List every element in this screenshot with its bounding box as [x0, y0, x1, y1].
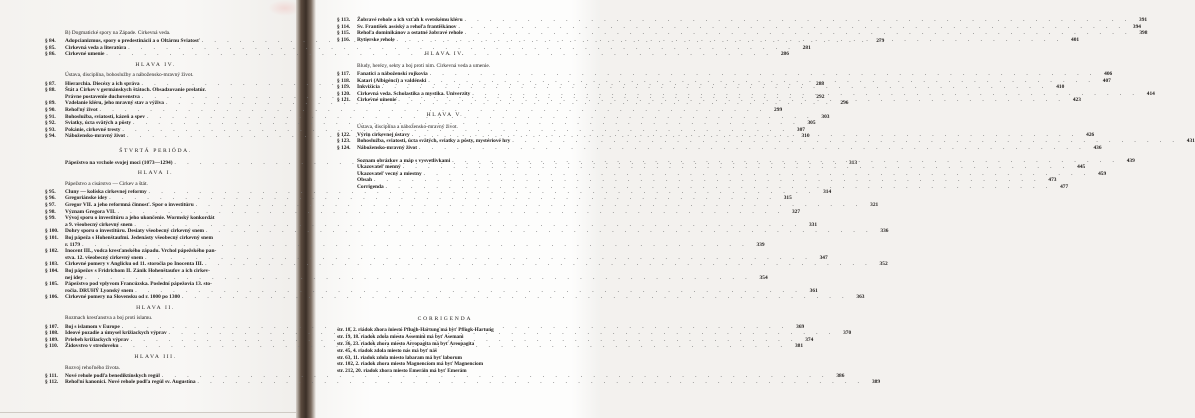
dot-leader — [203, 261, 874, 268]
toc-entry — [337, 144, 1102, 152]
page-number: 331 — [808, 221, 818, 228]
toc-entry — [45, 208, 801, 216]
entry-title: Vývoj sporu o investitúru a jeho ukončenie. Wormský konkordát — [65, 215, 215, 222]
page-number: 327 — [791, 208, 801, 215]
toc-entry-line — [45, 195, 792, 202]
section-number: § 91. — [45, 113, 56, 120]
dot-leader — [116, 209, 787, 216]
section-number: § 107. — [45, 323, 59, 330]
page-number: 303 — [821, 113, 830, 120]
toc-entry-line — [45, 379, 881, 386]
dot-leader — [450, 158, 1121, 165]
page-number: 391 — [1139, 17, 1148, 23]
toc-entry — [337, 138, 1195, 145]
section-number: § 105. — [45, 281, 59, 288]
section-number: § 119. — [337, 84, 351, 91]
corrigenda-line: str. 19, 18. riadok zdola miesto Assemini má byť Asemani — [337, 333, 464, 340]
page-number: 310 — [801, 133, 810, 140]
section-number: § 110. — [45, 343, 59, 350]
entry-title: Nové rehole podľa benediktínskych regúl — [65, 372, 160, 379]
section-subtitle: Ústava, disciplína, bohoslužby a nábožensko-mravný život. — [65, 72, 194, 79]
page-number: 414 — [1146, 90, 1155, 97]
entry-title: Ideové pozadie a úmysel križiackych výprav — [65, 330, 167, 337]
entry-title: Cirkevné pomery v Anglicku od 11. storočia po Inocenta III. — [65, 261, 204, 268]
toc-entry — [337, 71, 1113, 78]
dot-leader — [463, 30, 1134, 37]
page-number: 336 — [880, 228, 889, 235]
toc-entry-line — [337, 183, 1069, 191]
dot-leader — [107, 195, 778, 202]
page-number: 313 — [848, 159, 858, 166]
dot-leader — [204, 228, 875, 235]
corrigenda-line: str. 212, 20. riadok zhora miesto Emeráin má byť Emerám — [337, 368, 467, 375]
section-number: § 122. — [337, 131, 351, 138]
page-number: 321 — [870, 201, 879, 208]
entry-title: a 9. všeobecný cirkevný snem — [65, 221, 133, 228]
entry-title: Gregoriánske idey — [65, 195, 108, 202]
toc-entry-line — [337, 17, 1148, 24]
toc-entry-line — [45, 261, 888, 268]
section-subtitle: Rozvoj rehoľného života. — [65, 364, 121, 371]
toc-entry — [337, 84, 1065, 91]
entry-title: Priebeh križiackych výprav — [65, 336, 129, 343]
chapter-heading: HLAVA IV. — [424, 51, 466, 58]
dot-leader — [401, 164, 1072, 171]
toc-entry-line — [45, 294, 865, 301]
section-number: § 96. — [45, 195, 56, 202]
dot-leader — [83, 275, 754, 282]
toc-entry-line — [337, 138, 1195, 145]
dot-leader — [133, 222, 804, 229]
page-number: 473 — [1048, 177, 1057, 184]
toc-entry — [45, 215, 818, 228]
page-number: 299 — [774, 106, 783, 113]
corrigenda-line: str. 18, 2. riadok zhora miesto Pflugh-Hartung má byť Pflugk-Hartung — [337, 326, 494, 333]
entry-title: Cirkevná veda a literatúra — [65, 44, 127, 51]
toc-entry — [337, 17, 1148, 24]
toc-entry-line — [45, 254, 828, 262]
page-number: 314 — [823, 188, 832, 195]
toc-entry — [45, 379, 881, 386]
dot-leader — [463, 17, 1134, 24]
dot-leader — [510, 138, 1181, 145]
entry-title: Katari (Albigénci) a valdénski — [357, 77, 427, 84]
entry-title: Gregor VII. a jeho reformná činnosť. Spor o investitúru — [65, 201, 194, 208]
entry-title: Ukazovateľ menný — [357, 164, 401, 171]
toc-entry — [45, 267, 768, 281]
toc-entry-line — [45, 241, 765, 249]
section-number: § 124. — [337, 144, 351, 151]
toc-entry — [337, 164, 1086, 171]
page-number: 410 — [1056, 84, 1065, 91]
section-number: § 121. — [337, 97, 351, 104]
page-number: 374 — [805, 336, 814, 343]
section-number: § 114. — [337, 23, 351, 30]
section-number: § 115. — [337, 30, 351, 37]
entry-title: r. 1179 — [65, 241, 81, 248]
toc-entry — [45, 228, 889, 235]
entry-title: Štát a Cirkev v germánskych štátoch. Obsadzovanie prelatúr. — [65, 87, 206, 94]
page-number: 315 — [783, 195, 792, 202]
entry-title: Rehoľa dominikánov a ostatné žobravé rehole — [357, 30, 463, 37]
toc-entry — [45, 201, 879, 209]
page-number: 286 — [780, 51, 789, 58]
page-number: 347 — [819, 254, 828, 261]
chapter-heading: HLAVA I. — [137, 170, 174, 177]
section-subtitle: Bludy, herézy, sekty a boj proti nim. Cirkevná veda a umenie. — [357, 62, 491, 69]
section-number: § 101. — [45, 234, 59, 241]
section-number: § 103. — [45, 261, 59, 268]
page-number: 394 — [1132, 23, 1141, 30]
entry-title: Boj pápeža s Hohenštaufmi. Jedenásty všeobecný cirkevný snem — [65, 234, 213, 241]
section-number: § 118. — [337, 77, 351, 84]
toc-entry-line — [337, 71, 1113, 78]
entry-title: Pápežstvo pod vplyvom Francúzska. Poslední pápežovia 13. sto- — [65, 281, 212, 288]
dot-leader — [426, 78, 1097, 85]
entry-title: Rehoľný život — [65, 106, 98, 113]
toc-entry — [337, 170, 1107, 178]
dot-leader — [180, 294, 851, 301]
page-number: 439 — [1126, 157, 1135, 164]
entry-title: Sviatky, úcta svätých a pôsty — [65, 120, 132, 127]
section-number: § 90. — [45, 106, 56, 113]
toc-entry — [337, 177, 1057, 184]
corrigenda-section — [337, 316, 553, 375]
page-number: 292 — [816, 93, 825, 100]
toc-entry — [45, 44, 811, 52]
chapter-heading: HLAVA III. — [134, 353, 177, 360]
page-number: 369 — [796, 323, 805, 330]
toc-entry-line — [45, 106, 783, 114]
toc-entry — [337, 30, 1148, 37]
toc-entry-line — [337, 170, 1107, 178]
section-number: § 116. — [337, 36, 351, 43]
page-number: 401 — [1071, 36, 1080, 43]
page-number: 307 — [796, 126, 805, 133]
entry-title: Adopcianizmus, spory o predestinácii a o Oltárnu Sviatosť — [65, 38, 200, 45]
entry-title: Pokánie, cirkevné tresty — [65, 126, 121, 133]
entry-title: Právne postavenie duchovenstva — [65, 93, 140, 100]
corrigenda-list — [337, 327, 553, 375]
entry-title: Výrin cirkevnej ústavy — [357, 131, 410, 138]
page-number: 398 — [1139, 30, 1148, 37]
dot-leader — [417, 145, 1088, 152]
section-number: § 99. — [45, 215, 56, 222]
toc-entry — [45, 106, 783, 114]
entry-title: Cluny — kolíska cirkevnej reformy — [65, 188, 147, 195]
dot-leader — [396, 97, 1067, 104]
entry-title: ročia. DRUHÝ Lyonský snem — [65, 287, 134, 294]
entry-title: Sv. František assiský a rehoľa františkánov — [357, 23, 457, 30]
entry-title: Nábožensko-mravný život — [357, 144, 418, 151]
section-number: § 123. — [337, 138, 351, 145]
section-number: § 88. — [45, 87, 56, 94]
page-number: 445 — [1077, 164, 1086, 171]
page-number: 407 — [1102, 77, 1111, 84]
entry-title: Soznam obrázkov a máp s vysvetlivkami — [357, 157, 451, 164]
entry-title: Rehoľní kanonici. Nové rehole podľa regúl sv. Augustína — [65, 379, 196, 386]
section-number: § 98. — [45, 208, 56, 215]
section-number: § 111. — [45, 372, 58, 379]
section-number: § 86. — [45, 51, 56, 58]
toc-entry-line — [45, 188, 832, 196]
section-number: § 102. — [45, 248, 59, 255]
entry-title: Cirkevné umenie — [357, 97, 397, 104]
section-subtitle: Ústava, disciplína a nábožensko-mravný život. — [357, 123, 458, 130]
toc-entry-line — [45, 235, 266, 242]
entry-title: Obsah — [357, 177, 372, 184]
toc-entry-line — [337, 164, 1086, 171]
corrigenda-line: str. 102, 2. riadok zhora miesto Magnencíom má byť Magnenciom — [337, 361, 484, 368]
page-number: 288 — [816, 80, 825, 87]
dot-leader — [133, 288, 804, 295]
page-number: 477 — [1060, 183, 1069, 190]
entry-title: Hierarchia. Diecézy a ich správa — [65, 80, 140, 87]
toc-entry — [45, 188, 832, 196]
toc-entry — [45, 294, 865, 301]
page-number: 386 — [836, 372, 845, 379]
entry-title: Bohoslužba, sviatosti, úcta svätých, sviatky a pôsty, mystériové hry — [357, 138, 511, 145]
toc-entry — [45, 281, 818, 294]
dot-leader — [470, 91, 1141, 98]
entry-title: Cirkevná veda. Scholastika a mystika. Univerzity — [357, 90, 471, 97]
page-number: 423 — [1072, 97, 1081, 104]
dot-leader — [143, 255, 814, 262]
section-number: § 84. — [45, 38, 56, 45]
section-number: § 93. — [45, 126, 56, 133]
entry-title: Rytierske rehole — [357, 36, 395, 43]
dot-leader — [380, 84, 1051, 91]
section-number: § 89. — [45, 100, 56, 107]
section-number: § 112. — [45, 379, 59, 386]
section-number: § 120. — [337, 90, 351, 97]
entry-title: nej idey — [65, 274, 84, 281]
chapter-heading: HLAVA II. — [136, 304, 175, 311]
page-number: 406 — [1104, 71, 1113, 78]
dot-leader — [196, 379, 867, 386]
toc-entry-line — [45, 87, 266, 94]
dot-leader — [410, 132, 1081, 139]
entry-title: stva. 12. všeobecný cirkevný snem — [65, 254, 144, 261]
page-number: 296 — [840, 100, 849, 107]
dot-leader — [372, 177, 1043, 184]
page-number: 436 — [1093, 144, 1102, 151]
page-number: 361 — [809, 287, 818, 294]
toc-entry-line — [45, 268, 266, 275]
section-number: § 108. — [45, 330, 59, 337]
toc-entry — [45, 195, 792, 202]
entry-title: Cirkevné pomery na Slovensku od r. 1000 po 1300 — [65, 294, 180, 301]
toc-entry-line — [45, 248, 266, 255]
section-number: § 87. — [45, 80, 56, 87]
toc-entry-line — [45, 215, 266, 222]
section-number: § 97. — [45, 201, 56, 208]
corrigenda-line: str. 36, 23. riadok zhora miesto Arropagita má byť Areopagita — [337, 340, 475, 347]
chapter-heading: HLAVA V. — [426, 112, 464, 119]
page-number: 339 — [756, 241, 765, 248]
section-number: § 94. — [45, 133, 56, 140]
corrigenda-line: str. 63, 11. riadok zdola miesto labaram má byť laborum — [337, 354, 462, 361]
chapter-heading: HLAVA IV. — [135, 61, 176, 68]
chapter-heading: ŠTVRTÁ PERIÓDA. — [119, 147, 192, 154]
section-number: § 109. — [45, 336, 59, 343]
entry-title: Význam Gregora VII. — [65, 208, 116, 215]
entry-title: Dohry sporu o investitúru. Desiaty všeobecný cirkevný snem — [65, 228, 204, 235]
toc-entry-line — [45, 221, 818, 229]
entry-title: Boj pápežov s Fridrichom II. Zánik Hohenštaufov a ich cirkev- — [65, 267, 210, 274]
section-number: § 92. — [45, 120, 56, 127]
page-number: 381 — [794, 343, 804, 350]
entry-title: Cirkevné umenie — [65, 51, 105, 58]
page-number: 389 — [871, 379, 881, 386]
toc-entry-line — [45, 281, 266, 288]
corrigenda-line: str. 45, 4. riadok zdola miesto nás má byť náš — [337, 347, 437, 354]
section-subtitle: B) Dogmatické spory na Západe. Cirkevná veda. — [65, 30, 171, 36]
toc-entry-line — [45, 287, 818, 295]
section-number: § 85. — [45, 44, 56, 51]
corrigenda-title: CORRIGENDA — [417, 316, 473, 322]
page-number: 354 — [759, 274, 768, 281]
toc-entry — [45, 261, 888, 268]
section-number: § 106. — [45, 294, 59, 301]
entry-title: Pápežstvo na vrchole svojej moci (1073—1294) — [65, 159, 173, 166]
page-number: 426 — [1086, 131, 1095, 138]
page-number: 352 — [879, 261, 888, 268]
toc-entry — [45, 234, 765, 248]
entry-title: Corrigenda — [357, 183, 384, 190]
toc-entry-line — [45, 228, 889, 235]
section-subtitle: Pápežstvo a cisárstvo — Cirkev a štát. — [65, 180, 148, 187]
entry-title: Ukazovateľ vecný a miestny — [357, 170, 422, 177]
entry-title: Boj s islamom v Europe — [65, 323, 120, 330]
toc-entry — [337, 183, 1069, 191]
toc-entry-line — [45, 208, 801, 216]
toc-entry — [337, 23, 1141, 31]
entry-title: Vzdelanie kléru, jeho mravný stav a výživa — [65, 100, 164, 107]
section-number: § 100. — [45, 228, 59, 235]
entry-title: Židovstvo v stredoveku — [65, 343, 119, 350]
page-number: 431 — [1186, 138, 1195, 145]
section-subtitle: Rozmach kresťanstva a boj proti islamu. — [65, 315, 153, 322]
section-number: § 117. — [337, 71, 351, 78]
dot-leader — [422, 171, 1093, 178]
page-number: 459 — [1098, 170, 1107, 177]
toc-entry — [45, 372, 845, 380]
entry-title: Inkvizícia — [357, 84, 380, 91]
toc-entry-line — [337, 177, 1057, 184]
section-number: § 95. — [45, 188, 56, 195]
page-number: 305 — [807, 120, 816, 127]
dot-leader — [395, 37, 1066, 44]
toc-entry-line — [45, 44, 811, 52]
dot-leader — [80, 242, 751, 249]
dot-leader — [428, 71, 1099, 78]
dot-leader — [194, 202, 865, 209]
entry-title: Inocent III., vodca kresťanského západu. Vrchol pápežského pan- — [65, 248, 217, 255]
toc-entry-line — [45, 274, 768, 282]
dot-leader — [384, 184, 1055, 191]
toc-entry-line — [337, 144, 1102, 152]
toc-entry-line — [337, 84, 1065, 91]
dot-leader — [456, 24, 1127, 31]
toc-entry-line — [337, 30, 1148, 37]
page-number: 281 — [802, 44, 811, 51]
entry-title: Fanatici a náboženskí rojkovia — [357, 71, 428, 78]
page-number: 279 — [876, 38, 885, 45]
section-number: § 104. — [45, 267, 59, 274]
toc-entry-line — [45, 201, 879, 209]
page-number: 363 — [856, 294, 865, 301]
section-number: § 113. — [337, 17, 351, 23]
toc-entry — [45, 248, 828, 261]
page-number: 370 — [843, 330, 852, 337]
toc-entry-line — [337, 23, 1141, 31]
entry-title: Bohoslužba, sviatosti, kázeň a spev — [65, 113, 145, 120]
entry-title: Žobravé rehole a ich vzťah k svetskému kléru — [357, 17, 463, 23]
toc-entry-line — [45, 372, 845, 380]
entry-title: Nábožensko-mravný život — [65, 133, 126, 140]
